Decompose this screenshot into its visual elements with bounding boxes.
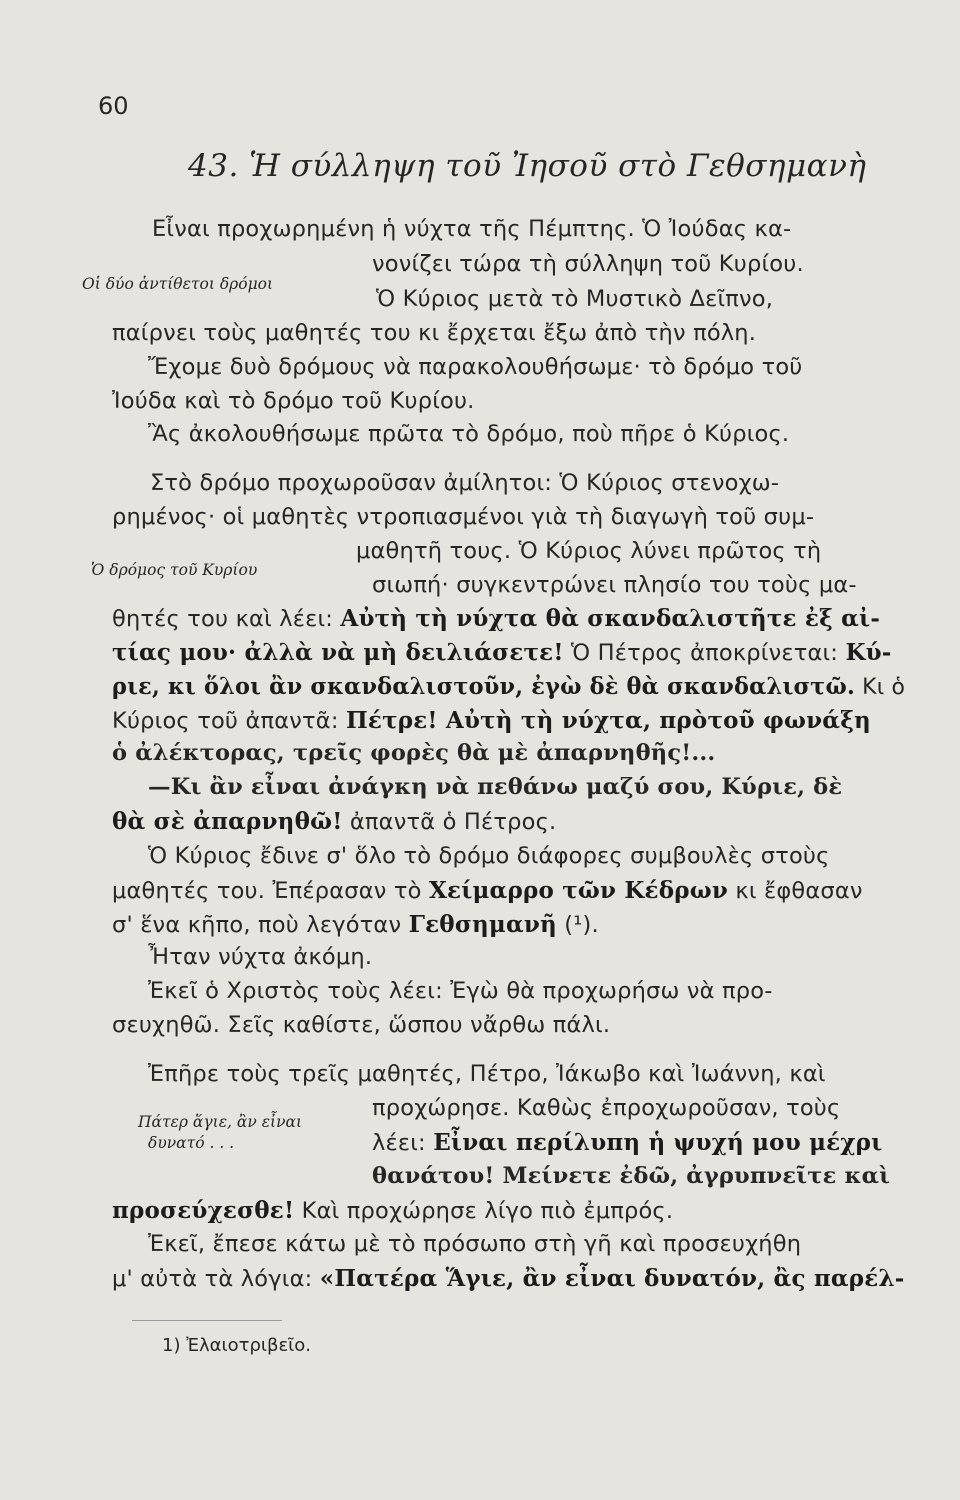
text-run: Κύριος τοῦ ἀπαντᾶ: — [112, 708, 346, 734]
text-run: Καὶ προχώρησε λίγο πιὸ ἐμπρός. — [294, 1198, 674, 1224]
quote-run: ριε, κι ὅλοι ἂν σκανδαλιστοῦν, ἐγὼ δὲ θὰ σκανδαλιστῶ. — [112, 673, 855, 700]
quote-run: προσεύχεσθε! — [112, 1197, 295, 1224]
quote-run: «Πατέρα Ἅγιε, ἂν εἶναι δυνατόν, ἂς παρέλ- — [319, 1265, 905, 1292]
margin-note: Οἱ δύο ἀντίθετοι δρόμοι — [82, 275, 274, 293]
page-number: 60 — [98, 92, 129, 120]
text-line: Ἔχομε δυὸ δρόμους νὰ παρακολουθήσωμε· τὸ δρόμο τοῦ — [148, 354, 803, 380]
margin-note: Πάτερ ἅγιε, ἂν εἶναι — [138, 1113, 303, 1131]
text-line: ρημένος· οἱ μαθητὲς ντροπιασμένοι γιὰ τὴ διαγωγὴ τοῦ συμ- — [112, 504, 815, 530]
text-line: θανάτου! Μείνετε ἐδῶ, ἀγρυπνεῖτε καὶ — [372, 1163, 891, 1189]
footnote: 1) Ἐλαιοτριβεῖο. — [162, 1335, 312, 1356]
quote-run: Αὐτὴ τὴ νύχτα θὰ σκανδαλιστῆτε ἐξ αἰ- — [340, 605, 881, 632]
margin-note: Ὁ δρόμος τοῦ Κυρίου — [91, 561, 258, 579]
text-run: μ' αὐτὰ τὰ λόγια: — [112, 1266, 320, 1292]
text-line: Ἐκεῖ, ἔπεσε κάτω μὲ τὸ πρόσωπο στὴ γῆ καὶ προσευχήθη — [148, 1231, 802, 1257]
quote-run: Εἶναι περίλυπη ἡ ψυχή μου μέχρι — [433, 1129, 883, 1156]
text-line: Ἦταν νύχτα ἀκόμη. — [148, 944, 373, 970]
quote-run: Πέτρε! Αὐτὴ τὴ νύχτα, πρὸτοῦ φωνάξη — [345, 707, 871, 734]
place-name: Χείμαρρο τῶν Κέδρων — [428, 877, 729, 904]
text-line: προχώρησε. Καθὼς ἐπροχωροῦσαν, τοὺς — [372, 1095, 841, 1121]
text-line: Ὁ Κύριος ἔδινε σ' ὅλο τὸ δρόμο διάφορες συμβουλὲς στοὺς — [148, 843, 830, 869]
text-line — [112, 1199, 673, 1223]
text-line: Ἐκεῖ ὁ Χριστὸς τοὺς λέει: Ἐγὼ θὰ προχωρήσω νὰ προ- — [148, 978, 773, 1004]
footnote-divider — [132, 1320, 282, 1321]
text-run: μαθητές του. Ἐπέρασαν τὸ — [112, 878, 429, 904]
text-line: Εἶναι προχωρημένη ἡ νύχτα τῆς Πέμπτης. Ὁ Ἰούδας κα- — [152, 216, 792, 242]
quote-run: Κύ- — [845, 639, 892, 666]
text-line — [112, 709, 871, 733]
text-line — [112, 913, 599, 937]
text-line: μαθητῆ τους. Ὁ Κύριος λύνει πρῶτος τὴ — [356, 538, 822, 564]
text-line: σευχηθῶ. Σεῖς καθίστε, ὥσπου νἄρθω πάλι. — [112, 1012, 611, 1038]
text-line: —Κι ἂν εἶναι ἀνάγκη νὰ πεθάνω μαζύ σου, Κύριε, δὲ — [148, 774, 843, 800]
quote-run: τίας μου· ἀλλὰ νὰ μὴ δειλιάσετε! — [112, 639, 564, 666]
section-title: 43. Ἡ σύλληψη τοῦ Ἰησοῦ στὸ Γεθσημανὴ — [188, 148, 867, 184]
text-line: Ἂς ἀκολουθήσωμε πρῶτα τὸ δρόμο, ποὺ πῆρε ὁ Κύριος. — [148, 421, 790, 447]
text-line: παίρνει τοὺς μαθητές του κι ἔρχεται ἔξω ἀπὸ τὴν πόλη. — [112, 320, 757, 346]
text-line: Ὁ Κύριος μετὰ τὸ Μυστικὸ Δεῖπνο, — [376, 286, 774, 312]
text-run: θητές του καὶ λέει: — [112, 606, 341, 632]
text-line: Στὸ δρόμο προχωροῦσαν ἀμίλητοι: Ὁ Κύριος στενοχω- — [150, 470, 780, 496]
footnote-ref: (¹). — [556, 912, 599, 938]
text-run: Κι ὁ — [854, 674, 906, 700]
margin-note: δυνατό . . . — [148, 1134, 235, 1152]
text-line — [112, 675, 905, 699]
text-line: Ἰούδα καὶ τὸ δρόμο τοῦ Κυρίου. — [112, 388, 475, 414]
text-line — [112, 1267, 905, 1291]
text-line: νονίζει τώρα τὴ σύλληψη τοῦ Κυρίου. — [372, 251, 804, 277]
text-line — [112, 810, 556, 834]
text-run: σ' ἕνα κῆπο, ποὺ λεγόταν — [112, 912, 409, 938]
text-line: Ἐπῆρε τοὺς τρεῖς μαθητές, Πέτρο, Ἰάκωβο καὶ Ἰωάννη, καὶ — [148, 1061, 826, 1087]
text-run: λέει: — [372, 1130, 434, 1156]
quote-run: θὰ σὲ ἀπαρνηθῶ! — [112, 808, 343, 835]
text-line: σιωπή· συγκεντρώνει πλησίο του τοὺς μα- — [372, 572, 857, 598]
text-line — [372, 1131, 882, 1155]
text-run: ἀπαντᾶ ὁ Πέτρος. — [342, 809, 557, 835]
text-line — [112, 879, 863, 903]
text-line — [112, 641, 892, 665]
text-run: κι ἔφθασαν — [728, 878, 863, 904]
place-name: Γεθσημανῆ — [408, 911, 557, 938]
text-line: ὁ ἀλέκτορας, τρεῖς φορὲς θὰ μὲ ἀπαρνηθῆς!... — [112, 740, 716, 766]
text-line — [112, 607, 880, 631]
text-run: Ὁ Πέτρος ἀποκρίνεται: — [563, 640, 846, 666]
